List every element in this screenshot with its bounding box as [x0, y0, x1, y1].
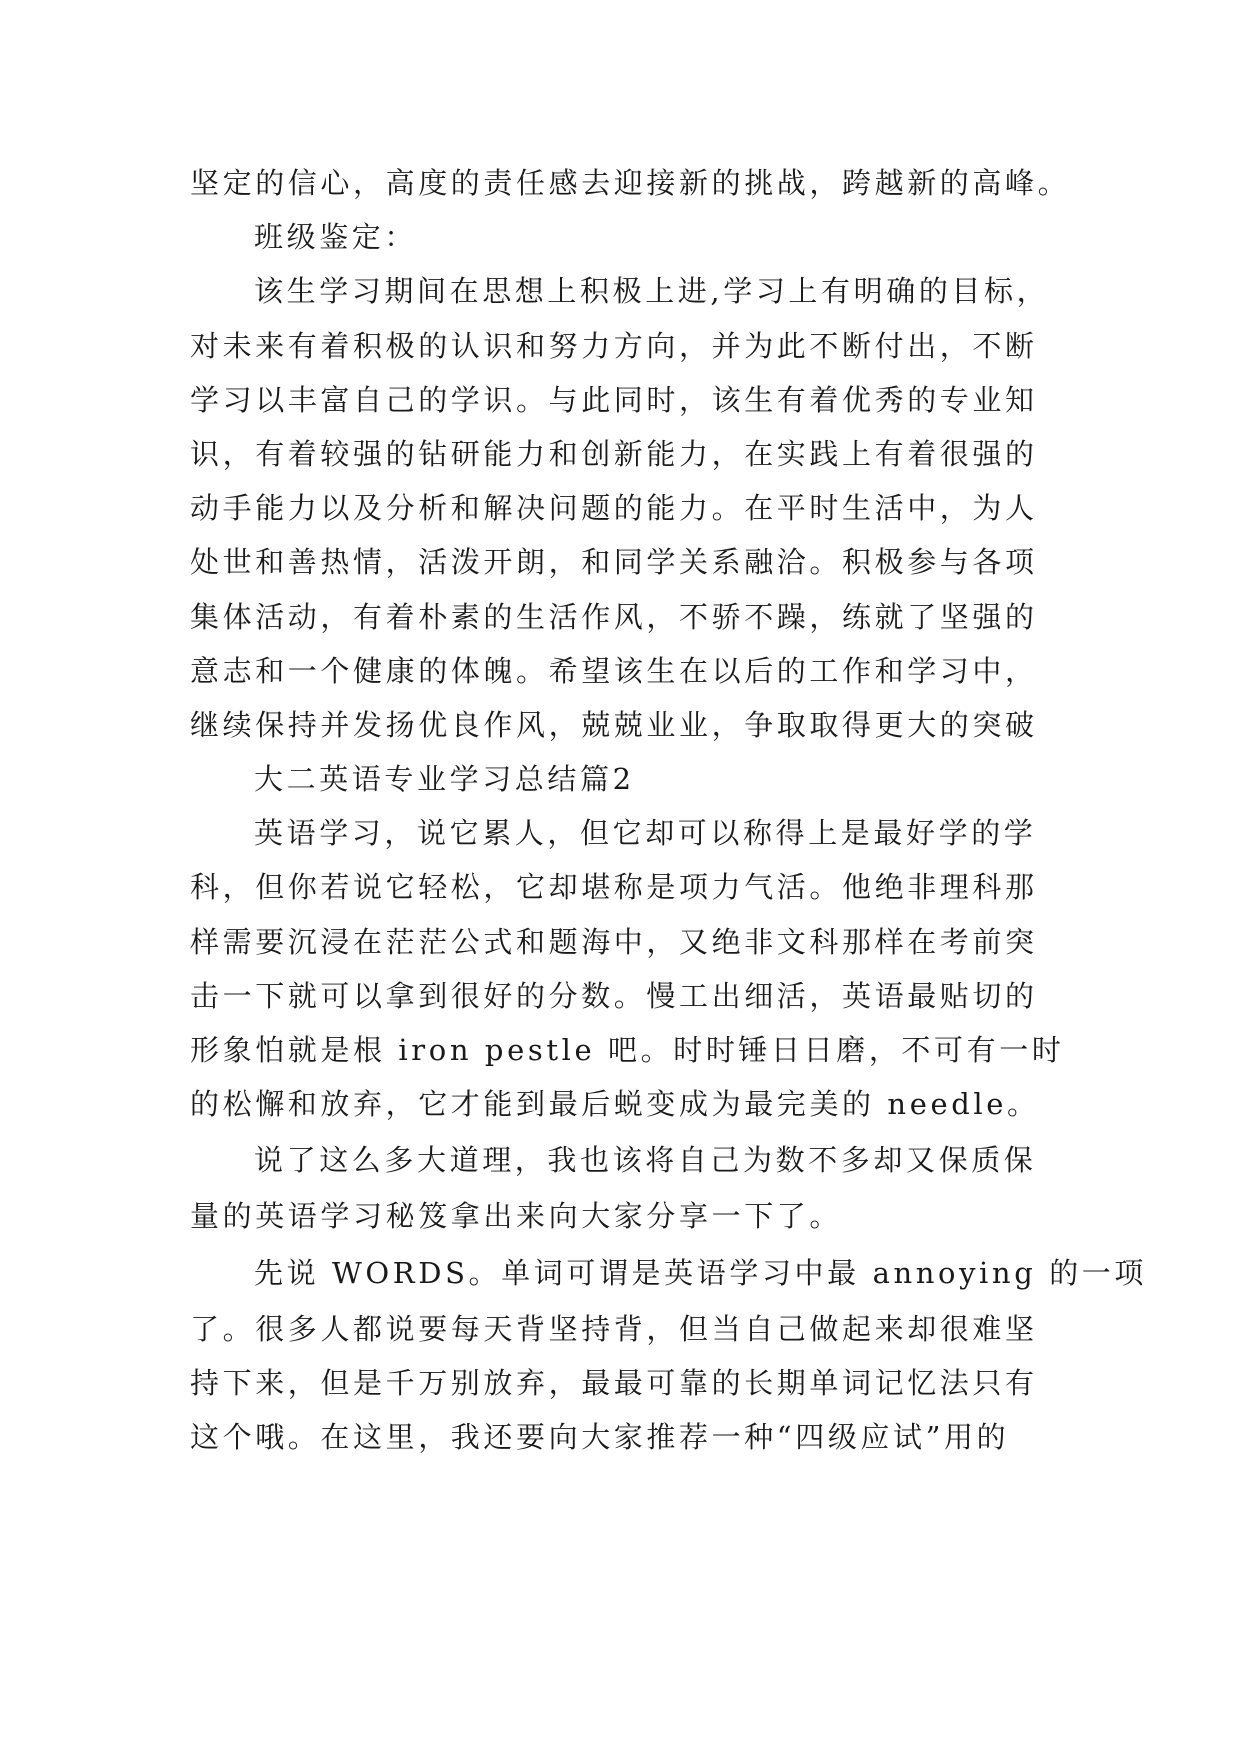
- section-title: 大二英语专业学习总结篇2: [254, 762, 635, 797]
- paragraph-line: 处世和善热情，活泼开朗，和同学关系融洽。积极参与各项: [190, 545, 1038, 580]
- paragraph-line: 这个哦。在这里，我还要向大家推荐一种“四级应试”用的: [190, 1419, 1010, 1454]
- paragraph-line: 形象怕就是根 iron pestle 吧。时时锤日日磨，不可有一时: [190, 1033, 1065, 1067]
- paragraph-line: 该生学习期间在思想上积极上进,学习上有明确的目标，: [254, 274, 1050, 309]
- paragraph-line: 意志和一个健康的体魄。希望该生在以后的工作和学习中，: [190, 653, 1038, 688]
- paragraph-line: 样需要沉浸在茫茫公式和题海中，又绝非文科那样在考前突: [190, 924, 1038, 959]
- paragraph-line: 识，有着较强的钻研能力和创新能力，在实践上有着很强的: [190, 436, 1038, 471]
- paragraph-line: 英语学习，说它累人，但它却可以称得上是最好学的学: [254, 816, 1037, 851]
- paragraph-line: 了。很多人都说要每天背坚持背，但当自己做起来却很难坚: [190, 1311, 1038, 1346]
- paragraph-line: 说了这么多大道理，我也该将自己为数不多却又保质保: [254, 1143, 1037, 1178]
- paragraph-line: 击一下就可以拿到很好的分数。慢工出细活，英语最贴切的: [190, 978, 1038, 1013]
- paragraph-line: 的松懈和放弃，它才能到最后蜕变成为最完美的 needle。: [190, 1087, 1040, 1122]
- paragraph-line: 量的英语学习秘笈拿出来向大家分享一下了。: [190, 1199, 843, 1234]
- document-body: [190, 156, 1147, 1464]
- paragraph-line: 对未来有着积极的认识和努力方向，并为此不断付出，不断: [190, 328, 1038, 363]
- paragraph-line: 先说 WORDS。单词可谓是英语学习中最 annoying 的一项: [254, 1255, 1147, 1290]
- paragraph-line: 学习以丰富自己的学识。与此同时，该生有着优秀的专业知: [190, 382, 1038, 417]
- paragraph-line: 集体活动，有着朴素的生活作风，不骄不躁，练就了坚强的: [190, 599, 1038, 634]
- paragraph-line: 动手能力以及分析和解决问题的能力。在平时生活中，为人: [190, 491, 1038, 526]
- paragraph-line: 坚定的信心，高度的责任感去迎接新的挑战，跨越新的高峰。: [190, 166, 1071, 200]
- paragraph-line: 科，但你若说它轻松，它却堪称是项力气活。他绝非理科那: [190, 870, 1038, 905]
- paragraph-line: 继续保持并发扬优良作风，兢兢业业，争取取得更大的突破: [190, 707, 1038, 742]
- paragraph-line: 持下来，但是千万别放弃，最最可靠的长期单词记忆法只有: [190, 1365, 1038, 1400]
- section-heading-class-evaluation: 班级鉴定：: [254, 220, 418, 255]
